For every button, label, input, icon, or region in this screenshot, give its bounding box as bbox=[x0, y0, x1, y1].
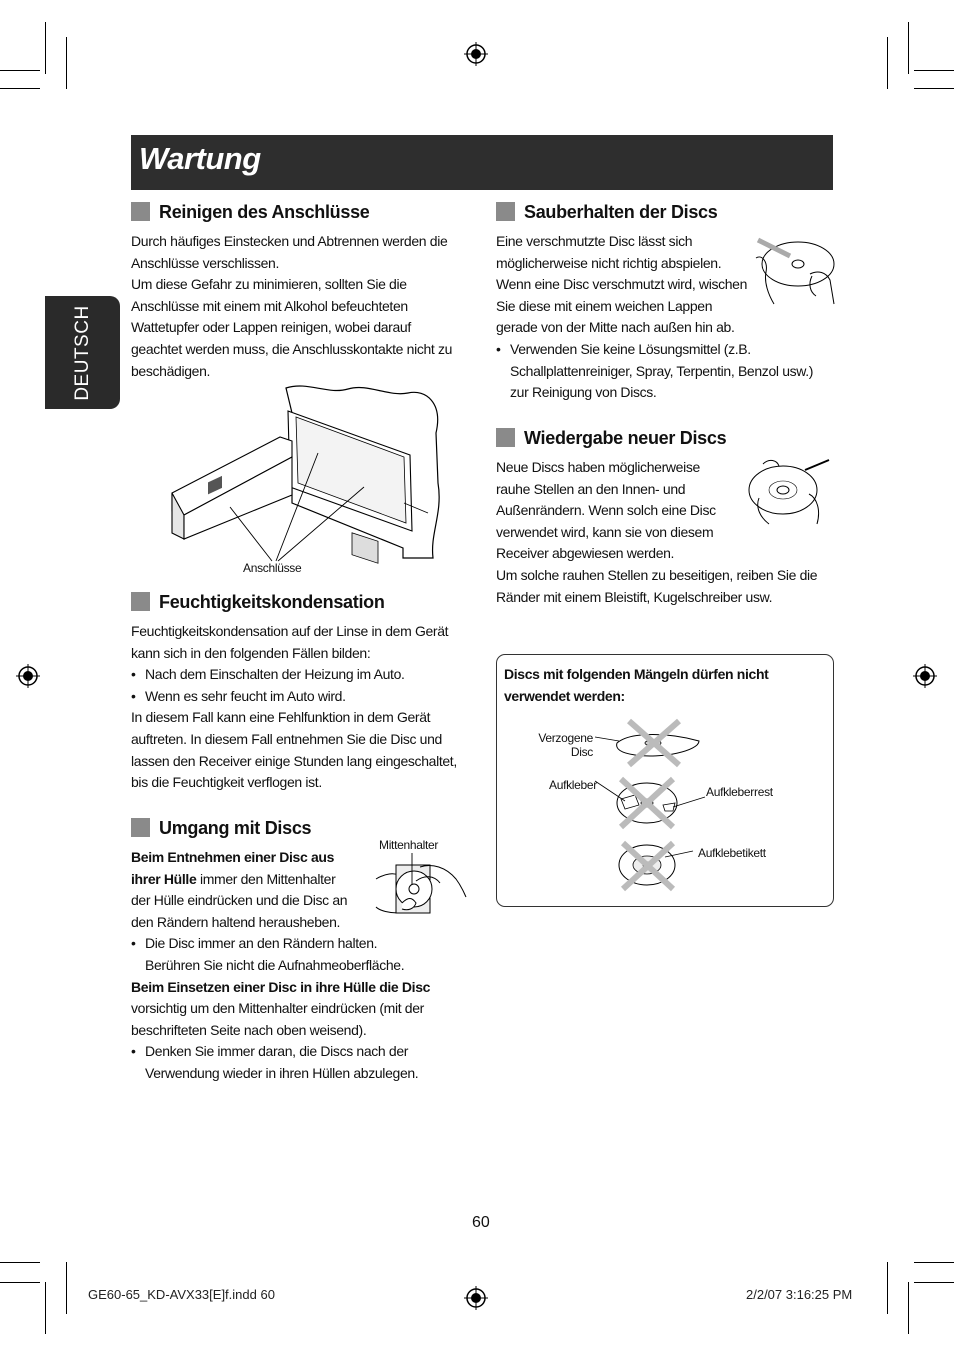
bullet-item: • Wenn es sehr feucht im Auto wird. bbox=[131, 686, 457, 708]
warning-box bbox=[496, 654, 834, 907]
footer-file: GE60-65_KD-AVX33[E]f.indd 60 bbox=[88, 1287, 275, 1302]
bullet-continuation: Verwendung wieder in ihren Hüllen abzulegen. bbox=[145, 1064, 419, 1081]
figure-label-mittenhalter: Mittenhalter bbox=[379, 838, 439, 852]
label-sticker-label: Aufklebetikett bbox=[698, 846, 766, 860]
language-tab bbox=[45, 296, 120, 409]
heading-text: Sauberhalten der Discs bbox=[524, 202, 718, 222]
registration-mark-icon bbox=[464, 1286, 488, 1310]
warped-disc-icon bbox=[601, 717, 707, 767]
registration-mark-icon bbox=[16, 664, 40, 688]
label-sticker-residue: Aufkleberrest bbox=[706, 785, 773, 799]
crop-mark bbox=[914, 1262, 954, 1263]
bullet-item: • Verwenden Sie keine Lösungsmittel (z.B. bbox=[496, 339, 813, 361]
heading-square-icon bbox=[496, 202, 515, 221]
text-line: Ränder mit einem Bleistift, Kugelschreiber usw. bbox=[496, 588, 773, 605]
warning-box-title bbox=[504, 663, 768, 707]
label-sticker: Aufkleber bbox=[549, 778, 597, 792]
regular-text: immer den Mittenhalter bbox=[196, 870, 336, 887]
text-line: vorsichtig um den Mittenhalter eindrücken (mit der bbox=[131, 1000, 424, 1017]
text-line: Eine verschmutzte Disc lässt sich bbox=[496, 233, 693, 249]
bullet-continuation: Schallplattenreiniger, Spray, Terpentin, Benzol usw.) bbox=[510, 362, 814, 379]
paragraph-reinigen bbox=[131, 231, 452, 382]
text-line: möglicherweise nicht richtig abspielen. bbox=[496, 254, 722, 271]
sticker-disc-icon bbox=[603, 777, 687, 829]
heading-text: Umgang mit Discs bbox=[159, 818, 312, 838]
paragraph-feucht bbox=[131, 621, 457, 794]
text-line: geachtet werden muss, die Anschlusskontakte nicht zu bbox=[131, 340, 453, 357]
registration-mark-icon bbox=[913, 664, 937, 688]
crop-mark bbox=[0, 1282, 40, 1283]
footer-date: 2/2/07 3:16:25 PM bbox=[746, 1287, 853, 1302]
crop-mark bbox=[887, 1262, 888, 1314]
text-line: Anschlüsse verschlissen. bbox=[131, 254, 279, 271]
bullet-item: • Nach dem Einschalten der Heizung im Auto. bbox=[131, 664, 457, 686]
heading-text: Feuchtigkeitskondensation bbox=[159, 592, 385, 612]
text-line: verwendet werden: bbox=[504, 688, 625, 704]
bullet-continuation: Berühren Sie nicht die Aufnahmeoberfläche. bbox=[145, 956, 405, 973]
crop-mark bbox=[914, 70, 954, 71]
text-line: den Rändern haltend herausheben. bbox=[131, 913, 341, 930]
bullet-continuation: zur Reinigung von Discs. bbox=[510, 384, 657, 401]
text-line: kann sich in den folgenden Fällen bilden: bbox=[131, 644, 371, 661]
heading-text: Reinigen des Anschlüsse bbox=[159, 202, 370, 222]
crop-mark bbox=[66, 1262, 67, 1314]
text-line: Wenn eine Disc verschmutzt wird, wischen bbox=[496, 276, 748, 293]
heading-feucht bbox=[131, 592, 385, 613]
paragraph-neu bbox=[496, 457, 817, 608]
figure-label-anschluesse: Anschlüsse bbox=[243, 561, 302, 575]
heading-umgang bbox=[131, 818, 311, 839]
text-line: bis die Feuchtigkeit verflogen ist. bbox=[131, 774, 322, 791]
bold-text: ihrer Hülle bbox=[131, 870, 197, 887]
crop-mark bbox=[908, 1282, 909, 1334]
crop-mark bbox=[908, 22, 909, 74]
paragraph-sauber bbox=[496, 231, 813, 404]
bold-text: Beim Einsetzen einer Disc in ihre Hülle die Disc bbox=[131, 978, 431, 995]
crop-mark bbox=[0, 88, 40, 89]
text-line: rauhe Stellen an den Innen- und bbox=[496, 480, 686, 497]
text-line: Feuchtigkeitskondensation auf der Linse in dem Gerät bbox=[131, 623, 449, 639]
registration-mark-icon bbox=[464, 42, 488, 66]
crop-mark bbox=[914, 88, 954, 89]
language-tab-label: DEUTSCH bbox=[71, 304, 93, 401]
heading-square-icon bbox=[496, 428, 515, 447]
heading-reinigen bbox=[131, 202, 370, 223]
paragraph-umgang bbox=[131, 847, 430, 1085]
text-line: In diesem Fall kann eine Fehlfunktion in dem Gerät bbox=[131, 709, 431, 726]
connector-illustration bbox=[168, 383, 450, 558]
crop-mark bbox=[0, 1262, 40, 1263]
text-line: beschrifteten Seite nach oben weisend). bbox=[131, 1021, 367, 1038]
text-line: Anschlüsse mit einem mit Alkohol befeuchteten bbox=[131, 297, 408, 314]
page-number: 60 bbox=[472, 1214, 490, 1231]
crop-mark bbox=[66, 37, 67, 89]
text-line: Durch häufiges Einstecken und Abtrennen werden die bbox=[131, 233, 448, 249]
text-line: beschädigen. bbox=[131, 362, 211, 379]
heading-square-icon bbox=[131, 818, 150, 837]
page-title-bar bbox=[131, 135, 833, 190]
text-line: Receiver abgewiesen werden. bbox=[496, 545, 675, 562]
crop-mark bbox=[0, 70, 40, 71]
text-line: Verzogene bbox=[538, 731, 593, 745]
text-line: verwendet wird, kann sie von diesem bbox=[496, 523, 714, 540]
text-line: Außenrändern. Wenn solch eine Disc bbox=[496, 502, 716, 519]
text-line: Discs mit folgenden Mängeln dürfen nicht bbox=[504, 666, 769, 682]
text-line: Um solche rauhen Stellen zu beseitigen, reiben Sie die bbox=[496, 566, 818, 583]
crop-mark bbox=[45, 1282, 46, 1334]
crop-mark bbox=[887, 37, 888, 89]
heading-neu bbox=[496, 428, 726, 449]
heading-square-icon bbox=[131, 202, 150, 221]
label-disc-icon bbox=[615, 839, 685, 891]
text-line bbox=[131, 869, 430, 891]
text-line bbox=[131, 847, 430, 869]
page-title: Wartung bbox=[139, 141, 261, 176]
bullet-item: • Die Disc immer an den Rändern halten. bbox=[131, 933, 430, 955]
text-line: Sie diese mit einem weichen Lappen bbox=[496, 297, 713, 314]
text-line: gerade von der Mitte nach außen hin ab. bbox=[496, 319, 735, 336]
text-line: Neue Discs haben möglicherweise bbox=[496, 459, 700, 475]
crop-mark bbox=[914, 1282, 954, 1283]
heading-square-icon bbox=[131, 592, 150, 611]
label-warped-disc bbox=[535, 731, 593, 759]
text-line: Wattetupfer oder Lappen reinigen, wobei darauf bbox=[131, 319, 411, 336]
heading-text: Wiedergabe neuer Discs bbox=[524, 428, 727, 448]
bullet-item: • Denken Sie immer daran, die Discs nach der bbox=[131, 1041, 430, 1063]
bold-text: Beim Entnehmen einer Disc aus bbox=[131, 849, 335, 865]
text-line: der Hülle eindrücken und die Disc an bbox=[131, 892, 348, 909]
crop-mark bbox=[45, 22, 46, 74]
text-line: auftreten. In diesem Fall entnehmen Sie die Disc und bbox=[131, 730, 442, 747]
heading-sauber bbox=[496, 202, 717, 223]
text-line: Um diese Gefahr zu minimieren, sollten Sie die bbox=[131, 276, 407, 293]
text-line: lassen den Receiver einige Stunden lang eingeschaltet, bbox=[131, 752, 457, 769]
text-line: Disc bbox=[570, 745, 593, 759]
